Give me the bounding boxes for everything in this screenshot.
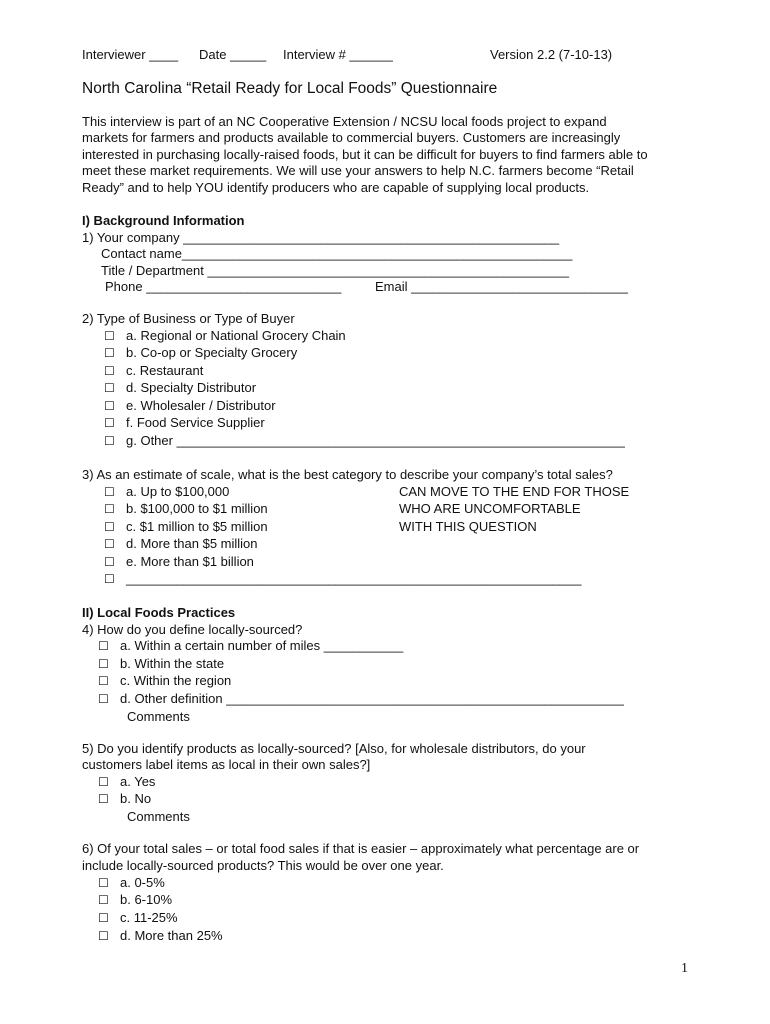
q5-question: customers label items as local in their own sales?] <box>82 757 371 772</box>
checkbox-icon[interactable]: ☐ <box>98 775 109 789</box>
header-version: Version 2.2 (7-10-13) <box>490 47 613 62</box>
q2-question: 2) Type of Business or Type of Buyer <box>82 311 295 326</box>
q5-question: 5) Do you identify products as locally-sourced? [Also, for wholesale distributors, do your <box>82 741 586 756</box>
q3-question: 3) As an estimate of scale, what is the best category to describe your company’s total sales? <box>82 467 613 482</box>
checkbox-icon[interactable]: ☐ <box>104 520 115 534</box>
q3-note: WITH THIS QUESTION <box>399 519 537 534</box>
q2-option[interactable]: ☐ e. Wholesaler / Distributor <box>104 398 276 413</box>
intro-line: Ready” and to help YOU identify producers who are capable of supplying local products. <box>82 179 590 195</box>
q4-option[interactable]: ☐ c. Within the region <box>98 673 232 688</box>
q1-email-field: Email ______________________________ <box>375 279 629 294</box>
intro-line: This interview is part of an NC Cooperative Extension / NCSU local foods project to expand <box>82 114 607 129</box>
checkbox-icon[interactable]: ☐ <box>98 893 109 907</box>
checkbox-icon[interactable]: ☐ <box>98 657 109 671</box>
checkbox-icon[interactable]: ☐ <box>104 572 115 586</box>
checkbox-icon[interactable]: ☐ <box>104 555 115 569</box>
q6-option[interactable]: ☐ a. 0-5% <box>98 875 165 890</box>
q6-option[interactable]: ☐ b. 6-10% <box>98 892 173 907</box>
q6-option[interactable]: ☐ c. 11-25% <box>98 910 178 925</box>
intro-line: meet these market requirements. We will use your answers to help N.C. farmers become “Retail <box>82 163 634 179</box>
q3-option[interactable]: ☐ d. More than $5 million <box>104 536 258 551</box>
q2-option[interactable]: ☐ g. Other ______________________________________________________________ <box>104 433 625 448</box>
q6-question: include locally-sourced products? This would be over one year. <box>82 858 444 873</box>
q6-option[interactable]: ☐ d. More than 25% <box>98 928 223 943</box>
q5-option[interactable]: ☐ a. Yes <box>98 774 156 789</box>
checkbox-icon[interactable]: ☐ <box>104 485 115 499</box>
header-interviewer: Interviewer ____ <box>82 47 179 62</box>
q3-note: CAN MOVE TO THE END FOR THOSE <box>399 484 630 499</box>
q1-phone-field: Phone ___________________________ <box>105 279 342 294</box>
q2-option[interactable]: ☐ f. Food Service Supplier <box>104 415 265 430</box>
q4-comments: Comments <box>127 709 190 724</box>
checkbox-icon[interactable]: ☐ <box>104 399 115 413</box>
q4-option[interactable]: ☐ d. Other definition _______________________________________________________ <box>98 691 624 706</box>
checkbox-icon[interactable]: ☐ <box>104 381 115 395</box>
checkbox-icon[interactable]: ☐ <box>98 929 109 943</box>
checkbox-icon[interactable]: ☐ <box>98 639 109 653</box>
checkbox-icon[interactable]: ☐ <box>104 364 115 378</box>
q1-contact-field: Contact name______________________________________________________ <box>101 246 573 261</box>
q1-company-field: 1) Your company ____________________________________________________ <box>82 230 560 245</box>
q5-comments: Comments <box>127 809 190 824</box>
checkbox-icon[interactable]: ☐ <box>104 434 115 448</box>
q3-option-other[interactable]: ☐ _______________________________________________________________ <box>104 571 582 586</box>
q3-option[interactable]: ☐ e. More than $1 billion <box>104 554 254 569</box>
checkbox-icon[interactable]: ☐ <box>98 792 109 806</box>
q3-option[interactable]: ☐ a. Up to $100,000 <box>104 484 230 499</box>
intro-line: markets for farmers and products available to commercial buyers. Customers are increasingly <box>82 130 621 146</box>
header-interview-number: Interview # ______ <box>283 47 393 62</box>
checkbox-icon[interactable]: ☐ <box>98 876 109 890</box>
page-title: North Carolina “Retail Ready for Local Foods” Questionnaire <box>82 80 498 97</box>
q3-option[interactable]: ☐ c. $1 million to $5 million <box>104 519 268 534</box>
page-number: 1 <box>681 961 688 976</box>
intro-paragraph <box>82 114 692 196</box>
checkbox-icon[interactable]: ☐ <box>98 674 109 688</box>
checkbox-icon[interactable]: ☐ <box>104 329 115 343</box>
header-date: Date _____ <box>199 47 267 62</box>
q6-question: 6) Of your total sales – or total food sales if that is easier – approximately what percentage are or <box>82 841 640 856</box>
checkbox-icon[interactable]: ☐ <box>104 416 115 430</box>
q2-option[interactable]: ☐ b. Co-op or Specialty Grocery <box>104 345 298 360</box>
q3-note: WHO ARE UNCOMFORTABLE <box>399 501 581 516</box>
q2-option[interactable]: ☐ d. Specialty Distributor <box>104 380 257 395</box>
section-1-heading: I) Background Information <box>82 213 245 228</box>
q1-title-field: Title / Department __________________________________________________ <box>101 263 569 278</box>
checkbox-icon[interactable]: ☐ <box>98 911 109 925</box>
checkbox-icon[interactable]: ☐ <box>104 346 115 360</box>
checkbox-icon[interactable]: ☐ <box>98 692 109 706</box>
q4-option[interactable]: ☐ b. Within the state <box>98 656 225 671</box>
q5-option[interactable]: ☐ b. No <box>98 791 152 806</box>
section-2-heading: II) Local Foods Practices <box>82 605 236 620</box>
q4-question: 4) How do you define locally-sourced? <box>82 622 303 637</box>
q2-option[interactable]: ☐ c. Restaurant <box>104 363 204 378</box>
checkbox-icon[interactable]: ☐ <box>104 502 115 516</box>
intro-line: interested in purchasing locally-raised foods, but it can be difficult for buyers to find farmers able to <box>82 146 648 162</box>
q2-option[interactable]: ☐ a. Regional or National Grocery Chain <box>104 328 346 343</box>
q3-option[interactable]: ☐ b. $100,000 to $1 million <box>104 501 268 516</box>
q4-option[interactable]: ☐ a. Within a certain number of miles ___________ <box>98 638 404 653</box>
checkbox-icon[interactable]: ☐ <box>104 537 115 551</box>
